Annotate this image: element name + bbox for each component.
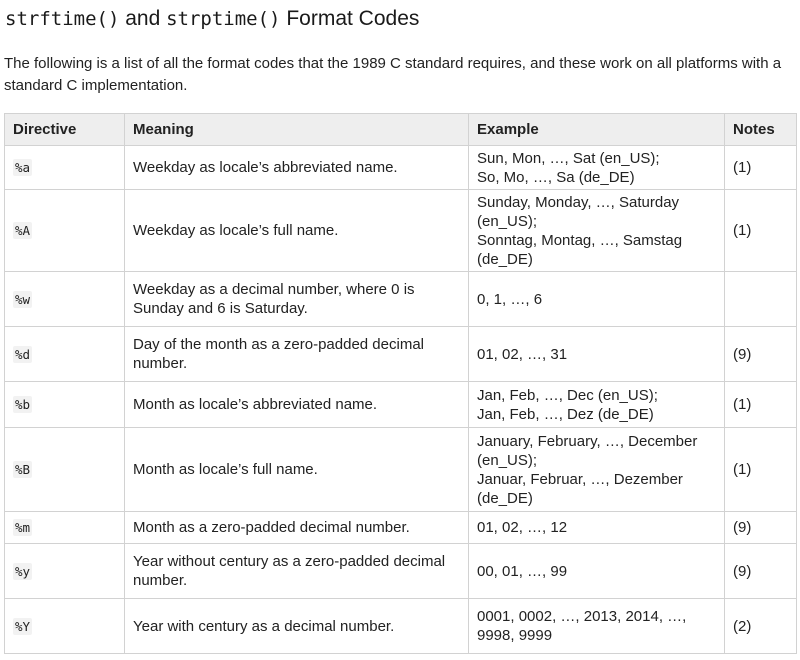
notes-cell: (1) bbox=[725, 428, 797, 512]
header-meaning: Meaning bbox=[125, 114, 469, 146]
notes-cell: (1) bbox=[725, 382, 797, 428]
table-row bbox=[5, 272, 797, 327]
example-cell bbox=[469, 190, 725, 272]
table-row bbox=[5, 190, 797, 272]
table-header-row bbox=[5, 114, 797, 146]
meaning-cell: Day of the month as a zero-padded decimal number. bbox=[125, 327, 469, 382]
page-title bbox=[5, 4, 419, 34]
directive-cell bbox=[5, 382, 125, 428]
notes-cell: (1) bbox=[725, 190, 797, 272]
example-line: 9998, 9999 bbox=[477, 627, 553, 644]
example-cell bbox=[469, 327, 725, 382]
notes-cell: (2) bbox=[725, 599, 797, 654]
strptime-code: strptime() bbox=[166, 8, 281, 30]
table-row bbox=[5, 544, 797, 599]
directive-cell bbox=[5, 599, 125, 654]
format-codes-table bbox=[4, 113, 797, 654]
strftime-code: strftime() bbox=[5, 8, 120, 30]
directive-code: %m bbox=[15, 520, 31, 535]
header-example: Example bbox=[469, 114, 725, 146]
directive-cell bbox=[5, 428, 125, 512]
directive-code: %B bbox=[15, 462, 31, 477]
example-line: (en_US); bbox=[477, 212, 538, 230]
example-cell bbox=[469, 544, 725, 599]
example-cell bbox=[469, 512, 725, 544]
example-line: Jan, Feb, …, Dez (de_DE) bbox=[477, 405, 654, 423]
directive-code: %a bbox=[15, 160, 31, 175]
directive-cell bbox=[5, 512, 125, 544]
example-cell bbox=[469, 272, 725, 327]
directive-cell bbox=[5, 272, 125, 327]
example-line: (de_DE) bbox=[477, 489, 533, 507]
example-cell bbox=[469, 146, 725, 190]
example-line: January, February, …, December bbox=[477, 432, 698, 450]
example-line: Sonntag, Montag, …, Samstag bbox=[477, 231, 683, 249]
example-line: Sunday, Monday, …, Saturday bbox=[477, 193, 680, 211]
example-cell bbox=[469, 428, 725, 512]
directive-code: %b bbox=[15, 397, 31, 412]
meaning-cell: Year with century as a decimal number. bbox=[125, 599, 469, 654]
notes-cell bbox=[725, 272, 797, 327]
example-line: Januar, Februar, …, Dezember bbox=[477, 470, 683, 488]
meaning-cell: Month as a zero-padded decimal number. bbox=[125, 512, 469, 544]
intro-paragraph: The following is a list of all the format codes that the 1989 C standard requires, and these work on all platforms with a standard C implementation. bbox=[4, 55, 782, 94]
example-line: 01, 02, …, 31 bbox=[477, 345, 568, 363]
directive-code: %A bbox=[15, 223, 31, 238]
directive-cell bbox=[5, 190, 125, 272]
header-directive: Directive bbox=[5, 114, 125, 146]
notes-cell: (1) bbox=[725, 146, 797, 190]
example-line: 0, 1, …, 6 bbox=[477, 290, 543, 308]
title-rest: Format Codes bbox=[280, 7, 420, 30]
example-line: So, Mo, …, Sa (de_DE) bbox=[477, 168, 635, 186]
example-line: Sun, Mon, …, Sat (en_US); bbox=[477, 149, 660, 167]
title-and: and bbox=[119, 7, 167, 30]
notes-cell: (9) bbox=[725, 512, 797, 544]
directive-code: %y bbox=[15, 563, 31, 579]
example-line: Jan, Feb, …, Dec (en_US); bbox=[477, 386, 658, 404]
example-line: 00, 01, …, 99 bbox=[477, 562, 568, 580]
table-row bbox=[5, 599, 797, 654]
meaning-cell: Month as locale’s abbreviated name. bbox=[125, 382, 469, 428]
example-line: (de_DE) bbox=[477, 250, 533, 268]
example-cell bbox=[469, 382, 725, 428]
meaning-cell: Month as locale’s full name. bbox=[125, 428, 469, 512]
directive-code: %Y bbox=[15, 618, 31, 634]
table-row bbox=[5, 512, 797, 544]
directive-cell bbox=[5, 327, 125, 382]
directive-cell bbox=[5, 146, 125, 190]
example-line: 0001, 0002, …, 2013, 2014, …, bbox=[477, 608, 687, 625]
meaning-cell: Weekday as a decimal number, where 0 is Sunday and 6 is Saturday. bbox=[125, 272, 469, 327]
example-cell bbox=[469, 599, 725, 654]
directive-cell bbox=[5, 544, 125, 599]
table-row bbox=[5, 327, 797, 382]
meaning-cell: Year without century as a zero-padded decimal number. bbox=[125, 544, 469, 599]
example-line: 01, 02, …, 12 bbox=[477, 519, 568, 536]
table-row bbox=[5, 146, 797, 190]
table-row bbox=[5, 382, 797, 428]
directive-code: %d bbox=[15, 346, 31, 362]
example-line: (en_US); bbox=[477, 451, 538, 469]
notes-cell: (9) bbox=[725, 327, 797, 382]
directive-code: %w bbox=[15, 291, 31, 307]
meaning-cell: Weekday as locale’s full name. bbox=[125, 190, 469, 272]
table-row bbox=[5, 428, 797, 512]
meaning-cell: Weekday as locale’s abbreviated name. bbox=[125, 146, 469, 190]
notes-cell: (9) bbox=[725, 544, 797, 599]
header-notes: Notes bbox=[725, 114, 797, 146]
